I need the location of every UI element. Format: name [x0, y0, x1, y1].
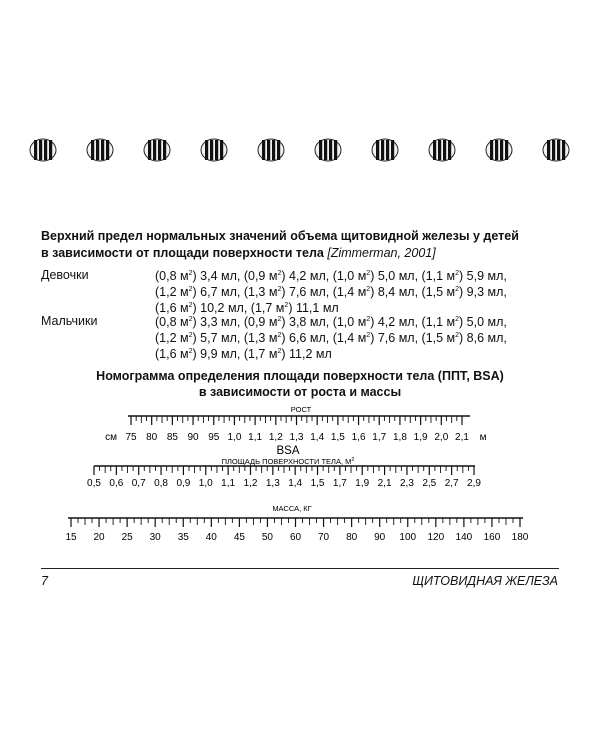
height-tick-label: 1,9 — [413, 432, 428, 443]
mass-tick-label: 180 — [511, 532, 529, 543]
mass-tick-labels — [65, 532, 528, 543]
bsa-tick-label: 1,2 — [243, 478, 258, 489]
height-tick-label: 1,3 — [289, 432, 304, 443]
height-tick-label: 95 — [208, 432, 220, 443]
bsa-tick-label: 2,5 — [422, 478, 437, 489]
footer-divider — [41, 568, 559, 569]
mass-tick-label: 90 — [374, 532, 386, 543]
binding-ring — [144, 139, 170, 161]
mass-tick-label: 25 — [121, 532, 133, 543]
bsa-tick-label: 1,1 — [221, 478, 236, 489]
girls-entry: (1,6 $м^2$) 10,2 мл, — [155, 301, 251, 315]
heading-line-2: в зависимости от площади поверхности тела [Zimmerman, 2001] — [41, 246, 436, 260]
heading-citation: [Zimmerman, 2001] — [327, 246, 436, 260]
mass-tick-label: 80 — [346, 532, 358, 543]
girls-entry: (1,4 $м^2$) 8,4 мл, — [332, 285, 422, 299]
height-tick-label: 2,0 — [434, 432, 449, 443]
height-tick-label: 1,1 — [248, 432, 263, 443]
height-tick-label: 1,6 — [351, 432, 366, 443]
binding-ring — [30, 139, 56, 161]
binding-ring — [429, 139, 455, 161]
spiral-binding — [0, 128, 600, 168]
mass-tick-label: 35 — [177, 532, 189, 543]
bsa-tick-label: 2,9 — [467, 478, 481, 489]
height-tick-label: 1,7 — [372, 432, 387, 443]
bsa-scale-label: ПЛОЩАДЬ ПОВЕРХНОСТИ ТЕЛА, $М^2$ — [221, 457, 355, 466]
boys-entry: (0,9 $м^2$) 3,8 мл, — [243, 315, 333, 329]
bsa-scale-label-big: BSA — [276, 445, 300, 457]
girls-label: Девочки — [41, 268, 89, 282]
binding-ring — [315, 139, 341, 161]
heading-line-1: Верхний предел нормальных значений объема щитовидной железы у детей — [41, 229, 519, 243]
bsa-tick-label: 2,7 — [444, 478, 459, 489]
mass-tick-label: 100 — [399, 532, 417, 543]
height-tick-label: 2,1 — [455, 432, 469, 443]
bsa-tick-label: 2,1 — [377, 478, 392, 489]
girls-entry: (1,3 $м^2$) 7,6 мл, — [243, 285, 333, 299]
boys-entry: (1,0 $м^2$) 4,2 мл, — [332, 315, 422, 329]
mass-tick-label: 140 — [455, 532, 473, 543]
height-tick-label: 1,0 — [227, 432, 242, 443]
mass-tick-label: 30 — [149, 532, 161, 543]
height-tick-label: 1,5 — [330, 432, 345, 443]
boys-entry: (1,2 $м^2$) 5,7 мл, — [155, 331, 244, 345]
girls-values — [155, 268, 575, 316]
binding-ring — [543, 139, 569, 161]
height-tick-label: 80 — [146, 432, 158, 443]
boys-entry: (1,5 $м^2$) 8,6 мл, — [421, 331, 507, 345]
nomogram-title — [0, 368, 600, 400]
girls-entry: (1,1 $м^2$) 5,9 мл, — [421, 269, 507, 283]
mass-tick-label: 50 — [261, 532, 273, 543]
height-scale-label: РОСТ — [290, 405, 312, 414]
bsa-tick-label: 1,0 — [198, 478, 213, 489]
height-tick-label: 85 — [166, 432, 178, 443]
nomogram-scales — [0, 400, 600, 560]
bsa-tick-label: 1,9 — [355, 478, 370, 489]
mass-tick-label: 120 — [427, 532, 445, 543]
mass-scale-label: МАССА, КГ — [272, 504, 312, 513]
bsa-tick-label: 0,7 — [131, 478, 146, 489]
girls-entry: (1,7 $м^2$) 11,1 мл — [250, 301, 339, 315]
mass-tick-label: 40 — [205, 532, 217, 543]
bsa-tick-label: 1,5 — [310, 478, 325, 489]
boys-entry: (1,1 $м^2$) 5,0 мл, — [421, 315, 507, 329]
height-tick-labels — [125, 432, 469, 443]
binding-ring — [486, 139, 512, 161]
bsa-tick-label: 1,4 — [288, 478, 303, 489]
bsa-tick-label: 0,6 — [109, 478, 124, 489]
height-tick-label: 1,8 — [392, 432, 407, 443]
boys-label: Мальчики — [41, 314, 98, 328]
binding-ring — [201, 139, 227, 161]
boys-entry: (1,4 $м^2$) 7,6 мл, — [332, 331, 422, 345]
mass-tick-label: 20 — [93, 532, 105, 543]
binding-ring — [87, 139, 113, 161]
bsa-tick-label: 2,3 — [399, 478, 414, 489]
page-number: 7 — [41, 574, 48, 588]
girls-entry: (1,5 $м^2$) 9,3 мл, — [421, 285, 507, 299]
boys-entry: (1,7 $м^2$) 11,2 мл — [243, 347, 332, 361]
height-minor-ticks — [131, 416, 462, 425]
girls-entry: (0,8 $м^2$) 3,4 мл, — [155, 269, 244, 283]
bsa-tick-label: 1,3 — [265, 478, 280, 489]
mass-tick-label: 160 — [483, 532, 501, 543]
mass-tick-label: 15 — [65, 532, 77, 543]
binding-ring — [372, 139, 398, 161]
height-tick-label: 75 — [125, 432, 137, 443]
section-heading — [41, 228, 561, 262]
height-tick-label: 90 — [187, 432, 199, 443]
bsa-minor-ticks — [94, 466, 474, 475]
boys-values — [155, 314, 575, 362]
height-unit-left: см — [105, 432, 117, 443]
boys-entry: (0,8 $м^2$) 3,3 мл, — [155, 315, 244, 329]
boys-entry: (1,6 $м^2$) 9,9 мл, — [155, 347, 244, 361]
girls-entry: (0,9 $м^2$) 4,2 мл, — [243, 269, 333, 283]
bsa-tick-label: 0,5 — [87, 478, 101, 489]
mass-tick-label: 60 — [289, 532, 302, 543]
height-tick-label: 1,4 — [310, 432, 325, 443]
girls-entry: (1,0 $м^2$) 5,0 мл, — [332, 269, 422, 283]
nomogram-title-line-2: в зависимости от роста и массы — [198, 385, 402, 399]
girls-entry: (1,2 $м^2$) 6,7 мл, — [155, 285, 244, 299]
height-unit-right: м — [479, 432, 487, 443]
bsa-tick-label: 1,7 — [332, 478, 347, 489]
bsa-tick-labels — [87, 478, 481, 489]
section-title: ЩИТОВИДНАЯ ЖЕЛЕЗА — [412, 574, 558, 588]
binding-ring — [258, 139, 284, 161]
height-tick-label: 1,2 — [268, 432, 283, 443]
mass-minor-ticks — [71, 518, 520, 527]
bsa-tick-label: 0,8 — [154, 478, 169, 489]
mass-tick-label: 45 — [233, 532, 245, 543]
mass-tick-label: 70 — [318, 532, 330, 543]
boys-entry: (1,3 $м^2$) 6,6 мл, — [243, 331, 333, 345]
nomogram-title-line-1: Номограмма определения площади поверхности тела (ППТ, BSA) — [96, 369, 504, 383]
bsa-tick-label: 0,9 — [176, 478, 191, 489]
